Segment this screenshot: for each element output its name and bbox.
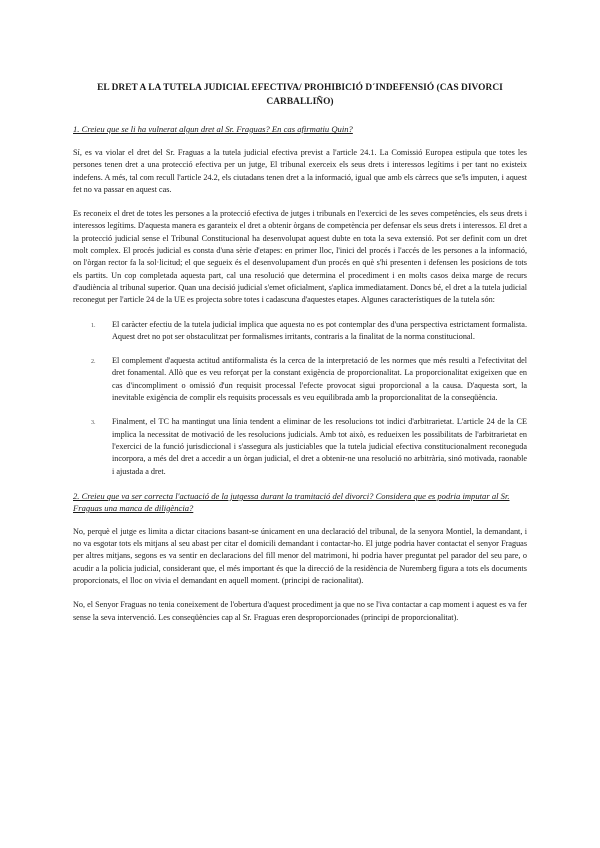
list-item [73, 355, 527, 404]
question-2: 2. Creieu que va ser correcta l'actuació de la jutgessa durant la tramitació del divorci? Considera que es podria imputar al Sr. Fraguas una manca de diligència? [73, 490, 510, 513]
question-1: 1. Creieu que se li ha vulnerat algun dret al Sr. Fraguas? En cas afirmatiu Quin? [73, 124, 353, 134]
characteristics-list [73, 319, 527, 478]
list-item [73, 416, 527, 477]
answer-1-paragraph-1: Sí, es va violar el dret del Sr. Fraguas a la tutela judicial efectiva previst a l'article 24.1. La Comissió Europea estipula que totes les persones tenen dret a una protecció efectiva per un jutge, El tribunal exerceix els seus drets i interessos legítims i per tant no existeix indefens. A més, tal com recull l'article 24.2, els ciutadans tenen dret a la informació, igual que amb els càrrecs que se'ls imputen, i aquest fet no va passar en aquest cas. [73, 148, 527, 194]
list-item-number: 1. [91, 322, 96, 329]
list-item-text: El caràcter efectiu de la tutela judicial implica que aquesta no es pot contemplar des d'una perspectiva estrictament formalista. Aquest dret no pot ser obstaculitzat per formalismes irritants, contraris a la finalitat de la norma constitucional. [112, 319, 527, 341]
list-item-number: 2. [91, 359, 96, 366]
list-item-number: 3. [91, 420, 96, 427]
answer-2-paragraph-2: No, el Senyor Fraguas no tenia coneixement de l'obertura d'aquest procediment ja que no se l'iva contactar a cap moment i aquest es va fer sense la seva intervenció. Les conseqüències cap al Sr. Fraguas eren desproporcionades (principi de proporcionalitat). [73, 600, 527, 622]
document-title: EL DRET A LA TUTELA JUDICIAL EFECTIVA/ PROHIBICIÓ D´INDEFENSIÓ (CAS DIVORCI CARBALLIÑO) [97, 83, 503, 107]
list-item-text: Finalment, el TC ha mantingut una línia tendent a eliminar de les resolucions tot indici d'arbitrarietat. L'article 24 de la CE implica la necessitat de motivació de les resolucions judicials. Amb tot això, es redueixen les possibilitats de l'arbitrarietat en l'exercici de la funció jurisdiccional i s'assegura als justiciables que la tutela judicial efectiva constitucionalment reconeguda incorpora, a més del dret a accedir a un òrgan judicial, el dret a obtenir-ne una resolució no arbitrària, sinó motivada, raonable i ajustada a dret. [112, 417, 527, 476]
list-item [73, 319, 527, 344]
answer-2-paragraph-1: No, perquè el jutge es limita a dictar citacions basant-se únicament en una declaració del tribunal, de la senyora Montiel, la demandant, i no va esgotar tots els mitjans al seu abast per citar el domicili demandant i contactar-ho. El jutge podria haver contactat el senyor Fraguas per altres mitjans, segons es va sentir en declaracions del fill menor del matrimoni, hi podria haver preguntat pel parador del seu pare, o acudir a la policia judicial, considerant que, el més important és que la direcció de la residència de Nuremberg figura a tots els documents proporcionats, el lloc on vivia el demandant en aquell moment. (principi de racionalitat). [73, 526, 527, 586]
document-page [73, 82, 527, 636]
answer-1-paragraph-2: Es reconeix el dret de totes les persones a la protecció efectiva de jutges i tribunals en l'exercici de les seves competències, els seus drets i interessos legítims. D'aquesta manera es garanteix el dret a obtenir òrgans de competència per defensar els seus drets i interessos. El dret a la protecció judicial sense el Tribunal Constitucional ha desenvolupat aquest dubte en tota la seva extensió. Pot ser definit com un dret molt complex. El procés judicial es consta d'una sèrie d'etapes: en primer lloc, l'inici del procés i l'accés de les persones a la informació, on l'òrgan rector fa la sol·licitud; el que segueix és el desenvolupament d'un procés en què s'hi presenten i defensen les posicions de tots els partits. Un cop completada aquesta part, cal una resolució que determina el procediment i en molts casos deixa marge de recurs d'audiència al tribunal superior. Quan una decisió judicial s'emet oficialment, s'aplica immediatament. Doncs bé, el dret a la tutela judicial reconegut per l'article 24 de la UE es projecta sobre totes i cadascuna d'aquestes etapes. Algunes característiques de la tutela són: [73, 209, 527, 305]
list-item-text: El complement d'aquesta actitud antiformalista és la cerca de la interpretació de les normes que més resulti a l'efectivitat del dret fonamental. Allò que es veu reforçat per la constant exigència de proporcionalitat. La proporcionalitat exigeixen que en cas d'incompliment o omissió d'un requisit processal l'efecte provocat sigui proporcional a la causa. D'aquesta sort, la inevitable exigència de complir els requisits processals es veu equilibrada amb la proporcionalitat de la conseqüència. [112, 356, 527, 403]
